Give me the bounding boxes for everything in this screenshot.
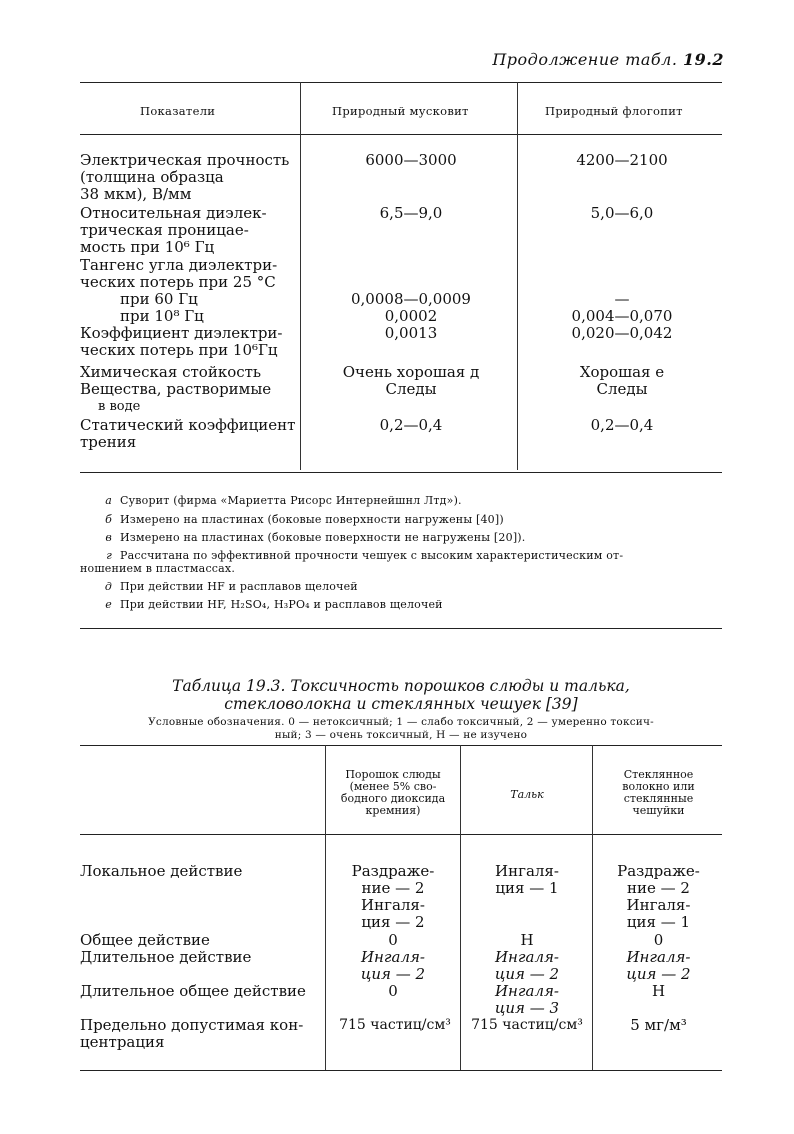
header-line: Стеклянное <box>623 768 694 781</box>
talc-value <box>463 983 591 1017</box>
phlogopite-value: 0,004—0,070 <box>571 307 673 325</box>
value-line: ция — 1 <box>495 879 559 897</box>
glass-value <box>595 949 722 983</box>
row-label: Длительное общее действие <box>80 982 306 1000</box>
footnote-continuation: ношением в пластмассах. <box>80 562 236 575</box>
mica-value <box>328 863 458 931</box>
muscovite-value: 0,0008—0,0009 <box>351 290 471 308</box>
header-line: (менее 5% сво- <box>349 780 437 793</box>
phlogopite-value: 0,2—0,4 <box>590 416 654 434</box>
value-line: Ингаля- <box>361 896 425 914</box>
table-19-3 <box>80 745 722 1070</box>
table-legend: ный; 3 — очень токсичный, Н — не изучено <box>274 729 528 741</box>
phlogopite-value: — <box>614 290 630 308</box>
header-mica <box>328 769 458 817</box>
value-line: Ингаля- <box>495 862 559 880</box>
mica-value: 0 <box>388 982 398 1000</box>
row-label: Длительное действие <box>80 948 252 966</box>
value-line: ция — 2 <box>361 913 425 931</box>
row-label: при 10⁸ Гц <box>120 307 204 325</box>
section-rule <box>80 628 722 629</box>
phlogopite-value: 0,020—0,042 <box>571 324 673 342</box>
header-line: волокно или <box>622 780 695 793</box>
value-line: ция — 1 <box>626 913 691 931</box>
footnote-text: При действии HF, H₂SO₄, H₃PO₄ и расплавов щелочей <box>120 598 443 611</box>
muscovite-value: 0,2—0,4 <box>379 416 443 434</box>
header-line: Тальк <box>510 788 544 801</box>
footnote-text: Суворит (фирма «Мариетта Рисорс Интернейшнл Лтд»). <box>120 494 462 507</box>
footnote-mark: г <box>106 549 112 562</box>
value-line: ция — 2 <box>494 965 560 983</box>
phlogopite-value: Хорошая е <box>579 363 665 381</box>
footnote <box>80 531 526 544</box>
value-line: ние — 2 <box>361 879 425 897</box>
row-label: при 60 Гц <box>120 290 198 308</box>
value-line: Ингаля- <box>360 948 426 966</box>
header-line: чешуйки <box>632 804 685 817</box>
header-line: кремния) <box>365 804 421 817</box>
footnote <box>80 549 623 562</box>
footnote-mark: е <box>105 598 112 611</box>
footnote-mark: а <box>105 494 112 507</box>
value-line: Ингаля- <box>626 948 691 966</box>
row-label: Электрическая прочность (толщина образца 38 мкм), В/мм <box>80 151 290 203</box>
value-line: Ингаля- <box>626 896 691 914</box>
muscovite-value: 0,0013 <box>384 324 438 342</box>
footnote-mark: в <box>105 531 112 544</box>
mica-value <box>328 949 458 983</box>
muscovite-value: 6000—3000 <box>365 151 457 169</box>
talc-value <box>463 863 591 897</box>
footnote <box>80 513 504 526</box>
header-talc <box>463 789 591 801</box>
footnote-text: Измерено на пластинах (боковые поверхности нагружены [40]) <box>120 513 504 526</box>
footnote-text: Рассчитана по эффективной прочности чешуек с высоким характеристическим от- <box>120 549 624 562</box>
glass-value: Н <box>651 982 666 1000</box>
muscovite-value: Следы <box>385 380 437 398</box>
column-divider <box>300 82 301 470</box>
table-title: Таблица 19.3. Токсичность порошков слюды и талька, <box>172 677 630 695</box>
talc-value: 715 частиц/см³ <box>471 1017 583 1033</box>
row-label: Химическая стойкость <box>80 363 262 381</box>
talc-value: Н <box>520 931 534 949</box>
table-title: стекловолокна и стеклянных чешуек [39] <box>224 695 578 713</box>
glass-value: 5 мг/м³ <box>630 1016 687 1034</box>
row-label: Общее действие <box>80 931 210 949</box>
header-line: стеклянные <box>623 792 694 805</box>
row-label: Коэффициент диэлектри- ческих потерь при 10⁶Гц <box>80 324 283 359</box>
muscovite-value: 0,0002 <box>384 307 438 325</box>
header-indicators: Показатели <box>140 104 216 118</box>
row-label: Вещества, растворимые <box>80 380 272 398</box>
continuation-text: Продолжение табл. <box>492 50 684 69</box>
value-line: ция — 2 <box>360 965 426 983</box>
row-label: Локальное действие <box>80 862 243 880</box>
table-bottom-rule <box>80 472 722 473</box>
muscovite-value: 6,5—9,0 <box>379 204 443 222</box>
table-top-rule <box>80 82 722 83</box>
header-line: бодного диоксида <box>340 792 446 805</box>
mica-value: 715 частиц/см³ <box>339 1017 451 1033</box>
value-line: ция — 3 <box>494 999 560 1017</box>
continuation-number: 19.2 <box>683 50 724 69</box>
row-label: Статический коэффициент трения <box>80 416 296 451</box>
value-line: Раздраже- <box>617 862 700 880</box>
footnote-mark: б <box>105 513 112 526</box>
table-bottom-rule <box>80 1070 722 1071</box>
footnote-text: Измерено на пластинах (боковые поверхности не нагружены [20]). <box>120 531 526 544</box>
value-line: ция — 2 <box>626 965 691 983</box>
row-label: Относительная диэлек- трическая проницае- мость при 10⁶ Гц <box>80 204 267 256</box>
header-muscovite: Природный мусковит <box>332 104 469 118</box>
mica-value: 0 <box>388 931 398 949</box>
row-label-sub: в воде <box>98 399 141 414</box>
row-label: Тангенс угла диэлектри- ческих потерь при 25 °C <box>80 256 278 291</box>
header-line: Порошок слюды <box>345 768 441 781</box>
value-line: Ингаля- <box>494 982 560 1000</box>
phlogopite-value: Следы <box>596 380 648 398</box>
header-phlogopite: Природный флогопит <box>545 104 683 118</box>
phlogopite-value: 4200—2100 <box>576 151 668 169</box>
row-label: Предельно допустимая кон- <box>80 1016 304 1034</box>
footnote-text: При действии HF и расплавов щелочей <box>120 580 358 593</box>
glass-value: 0 <box>653 931 664 949</box>
continuation-caption <box>492 50 724 69</box>
table-legend: Условные обозначения. 0 — нетоксичный; 1 — слабо токсичный, 2 — умеренно токсич- <box>148 716 654 728</box>
value-line: Раздраже- <box>351 862 435 880</box>
footnote <box>80 598 443 611</box>
muscovite-value: Очень хорошая д <box>342 363 480 381</box>
column-divider <box>325 745 326 1070</box>
phlogopite-value: 5,0—6,0 <box>590 204 654 222</box>
footnote <box>80 580 358 593</box>
talc-value <box>463 949 591 983</box>
value-line: Ингаля- <box>494 948 560 966</box>
glass-value <box>595 863 722 931</box>
row-label-continuation: центрация <box>80 1033 165 1051</box>
header-glass <box>595 769 722 817</box>
value-line: ние — 2 <box>627 879 690 897</box>
footnote <box>80 494 462 507</box>
footnote-mark: д <box>104 580 112 593</box>
table-header-rule <box>80 134 722 135</box>
column-divider <box>517 82 518 470</box>
